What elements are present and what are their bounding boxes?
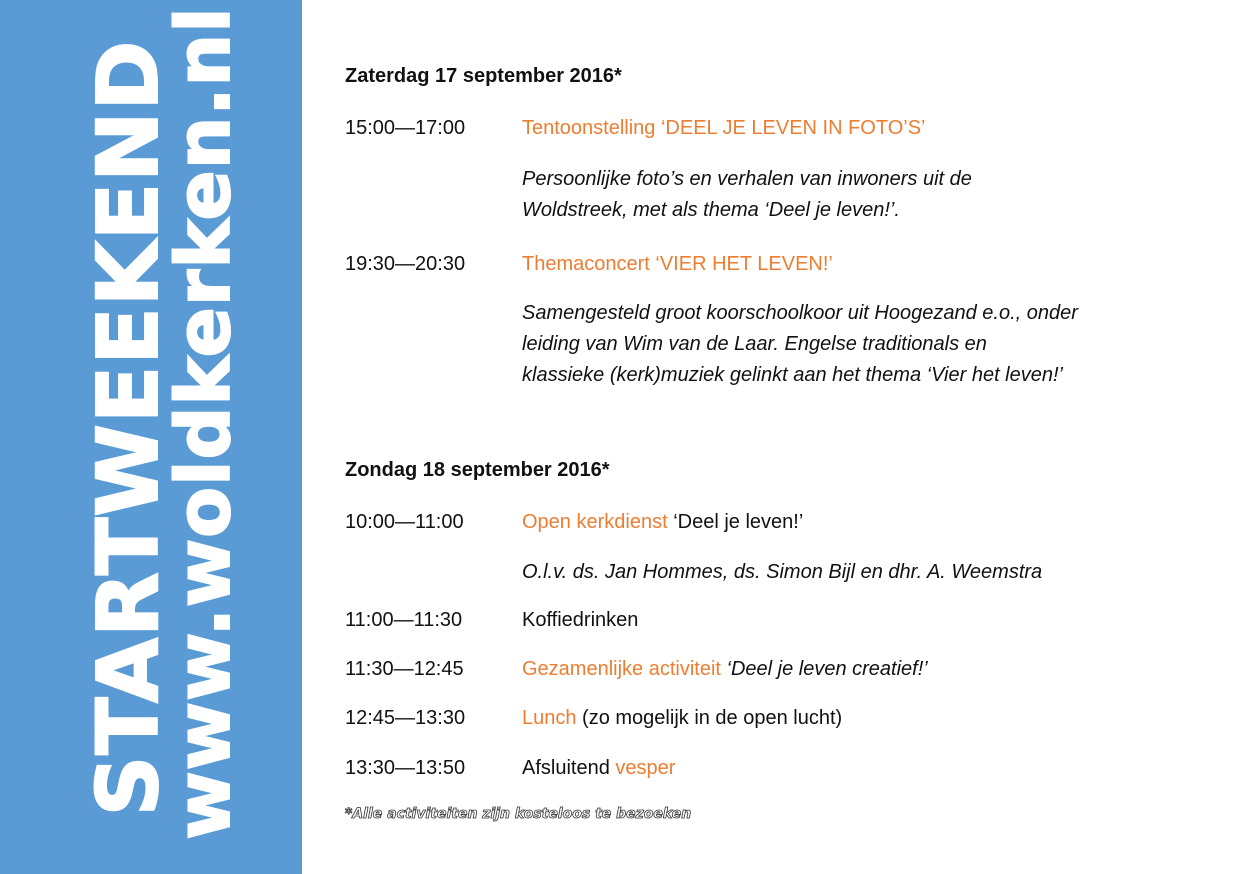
startweekend-title: STARTWEEKEND — [79, 39, 177, 817]
event-highlight: Open kerkdienst — [522, 511, 668, 533]
event-title: Koffiedrinken — [522, 609, 639, 631]
saturday-heading: Zaterdag 17 september 2016* — [345, 65, 622, 87]
sidebar-banner — [0, 0, 302, 874]
event-subtitle: (zo mogelijk in de open lucht) — [576, 707, 843, 729]
description-line: leiding van Wim van de Laar. Engelse traditionals en — [522, 333, 987, 355]
description-line: klassieke (kerk)muziek gelinkt aan het thema ‘Vier het leven!’ — [522, 364, 1063, 386]
event-highlight: Lunch — [522, 707, 577, 729]
description-line: O.l.v. ds. Jan Hommes, ds. Simon Bijl en dhr. A. Weemstra — [522, 561, 1043, 583]
event-title — [522, 511, 803, 534]
event-time: 11:00—11:30 — [345, 609, 463, 631]
event-time: 10:00—11:00 — [345, 511, 464, 533]
description-line: Samengesteld groot koorschoolkoor uit Hoogezand e.o., onder — [522, 302, 1078, 324]
description-line: Persoonlijke foto’s en verhalen van inwoners uit de — [522, 168, 972, 190]
event-time: 13:30—13:50 — [345, 757, 466, 779]
footnote: *Alle activiteiten zijn kosteloos te bezoeken — [345, 806, 692, 822]
event-time: 12:45—13:30 — [345, 707, 466, 729]
event-highlight: vesper — [615, 757, 676, 779]
event-title — [522, 757, 675, 780]
event-description — [522, 164, 1182, 226]
event-highlight: Gezamenlijke activiteit — [522, 658, 721, 680]
event-time: 19:30—20:30 — [345, 253, 466, 275]
event-time: 15:00—17:00 — [345, 117, 466, 139]
event-title: Themaconcert ‘VIER HET LEVEN!’ — [522, 253, 833, 275]
event-text: Afsluitend — [522, 757, 616, 779]
event-title: Tentoonstelling ‘DEEL JE LEVEN IN FOTO’S’ — [522, 117, 926, 139]
event-description — [522, 557, 1182, 588]
event-description — [522, 298, 1182, 391]
event-title — [522, 707, 842, 730]
event-time: 11:30—12:45 — [345, 658, 464, 680]
description-line: Woldstreek, met als thema ‘Deel je leven!’. — [522, 199, 900, 221]
website-url: www.woldkerken.nl — [161, 6, 247, 840]
event-subtitle: ‘Deel je leven!’ — [667, 511, 804, 533]
event-subtitle: ‘Deel je leven creatief!’ — [720, 658, 928, 680]
event-title — [522, 658, 928, 681]
sunday-heading: Zondag 18 september 2016* — [345, 459, 610, 481]
